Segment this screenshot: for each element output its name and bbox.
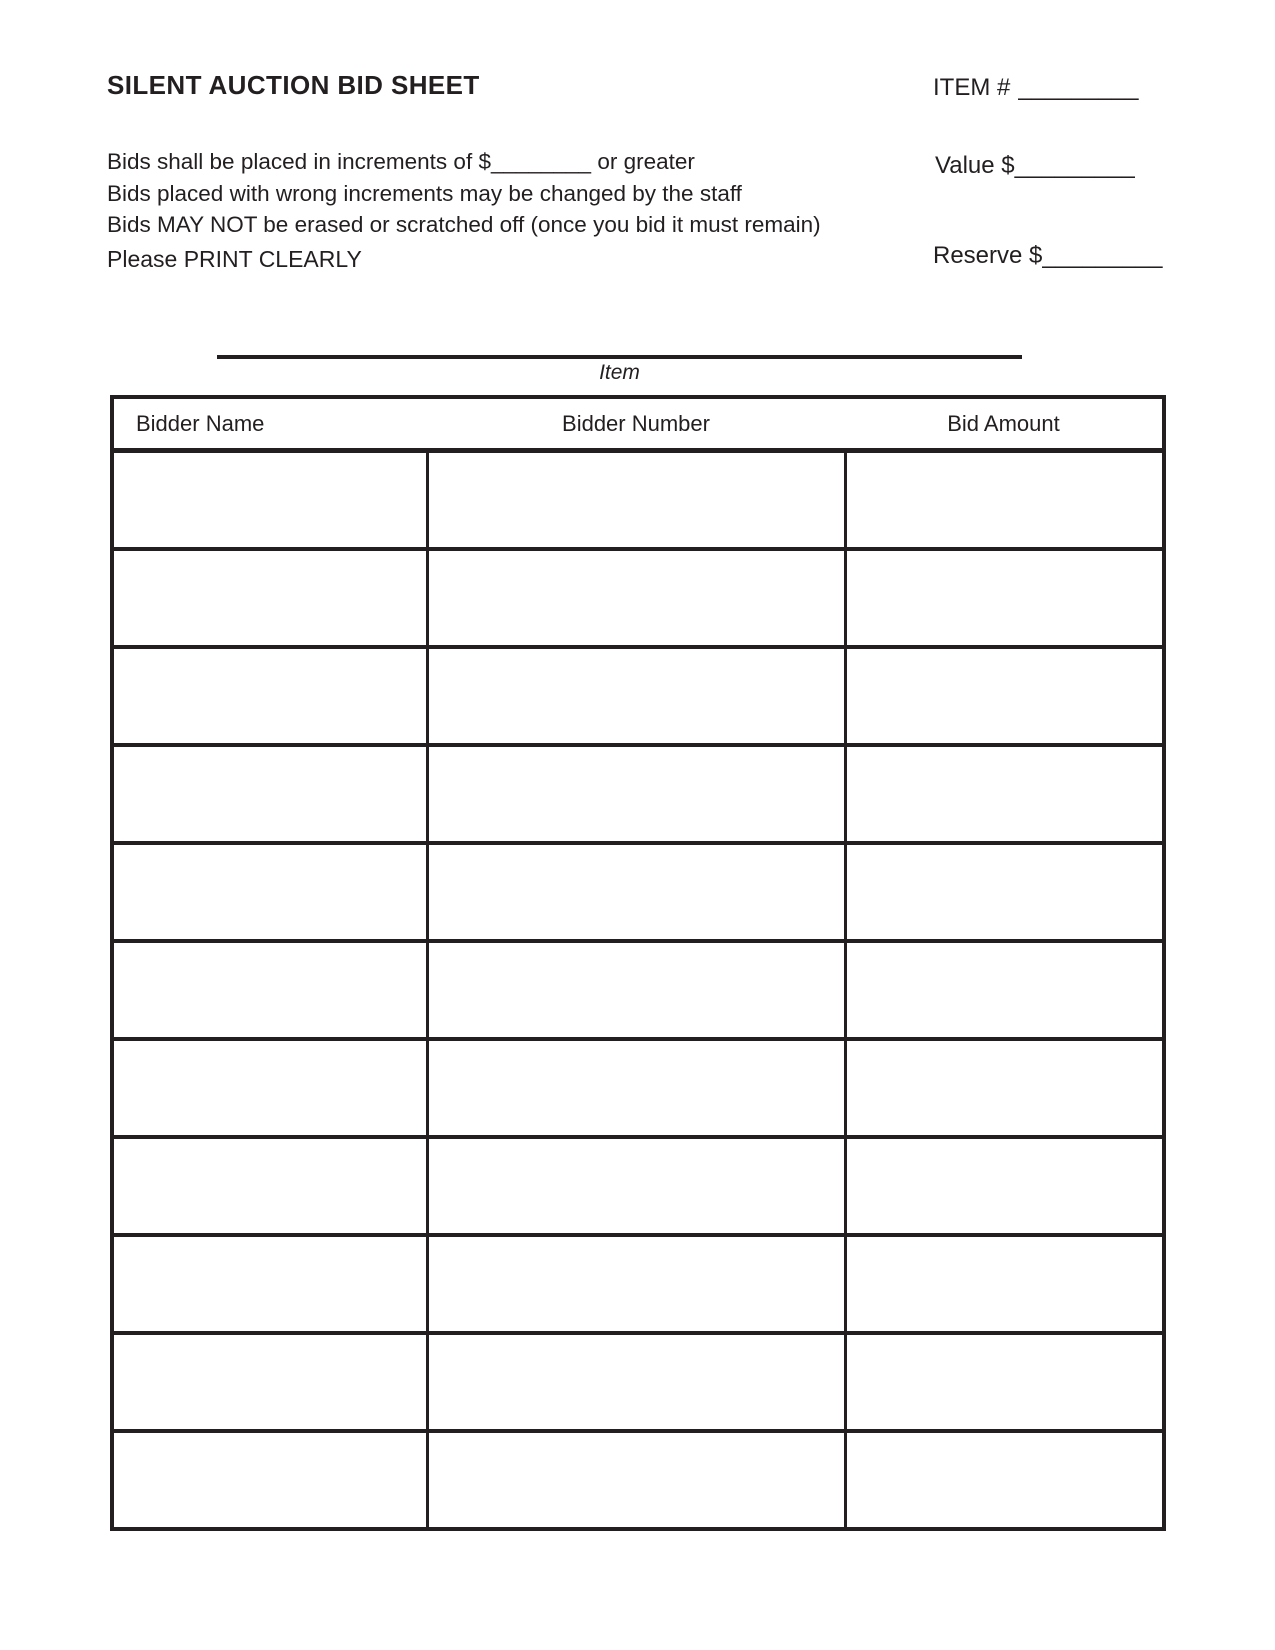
bidder-number-cell	[427, 549, 845, 647]
item-number-field	[933, 74, 1138, 102]
header-bidder-number: Bidder Number	[427, 397, 845, 451]
value-field	[935, 152, 1135, 180]
value-blank: _________	[1014, 152, 1135, 179]
bid-table-body	[112, 451, 1164, 1530]
bid-row	[112, 647, 1164, 745]
bid-amount-cell	[845, 1235, 1164, 1333]
bid-amount-cell	[845, 1431, 1164, 1529]
value-label: Value $	[935, 152, 1015, 179]
bid-row	[112, 1333, 1164, 1431]
bid-amount-cell	[845, 549, 1164, 647]
item-caption: Item	[599, 361, 640, 384]
bidder-number-cell	[427, 1039, 845, 1137]
bidder-name-cell	[112, 647, 427, 745]
bidder-number-cell	[427, 647, 845, 745]
bidder-name-cell	[112, 745, 427, 843]
instructions	[107, 146, 821, 241]
bid-row	[112, 941, 1164, 1039]
bid-row	[112, 745, 1164, 843]
bid-row	[112, 843, 1164, 941]
header-bidder-name: Bidder Name	[112, 397, 427, 451]
bidder-number-cell	[427, 843, 845, 941]
reserve-field	[933, 242, 1163, 270]
bid-row	[112, 451, 1164, 550]
instruction-line-increments: Bids shall be placed in increments of $________ or greater	[107, 149, 695, 174]
item-number-blank: _________	[1018, 74, 1139, 101]
bidder-number-cell	[427, 1137, 845, 1235]
bid-amount-cell	[845, 647, 1164, 745]
bid-amount-cell	[845, 843, 1164, 941]
bid-row	[112, 1431, 1164, 1529]
bidder-name-cell	[112, 451, 427, 550]
instruction-line-no-erase: Bids MAY NOT be erased or scratched off (once you bid it must remain)	[107, 212, 821, 237]
bid-amount-cell	[845, 451, 1164, 550]
bidder-number-cell	[427, 1333, 845, 1431]
print-clearly-note: Please PRINT CLEARLY	[107, 246, 362, 272]
bidder-name-cell	[112, 843, 427, 941]
bidder-number-cell	[427, 745, 845, 843]
bid-row	[112, 1039, 1164, 1137]
bidder-number-cell	[427, 1431, 845, 1529]
bidder-name-cell	[112, 1137, 427, 1235]
item-number-label: ITEM #	[933, 74, 1011, 101]
reserve-blank: _________	[1042, 242, 1163, 269]
reserve-label: Reserve $	[933, 242, 1043, 269]
page-title: SILENT AUCTION BID SHEET	[107, 70, 480, 100]
bidder-number-cell	[427, 451, 845, 550]
bid-row	[112, 1235, 1164, 1333]
bid-amount-cell	[845, 941, 1164, 1039]
bidder-name-cell	[112, 1431, 427, 1529]
bid-amount-cell	[845, 745, 1164, 843]
bidder-name-cell	[112, 941, 427, 1039]
bidder-name-cell	[112, 1235, 427, 1333]
bid-amount-cell	[845, 1333, 1164, 1431]
instruction-line-wrong-increments: Bids placed with wrong increments may be changed by the staff	[107, 180, 742, 206]
bidder-name-cell	[112, 549, 427, 647]
bidder-number-cell	[427, 941, 845, 1039]
bid-row	[112, 549, 1164, 647]
table-header-row	[112, 397, 1164, 451]
header-bid-amount: Bid Amount	[845, 397, 1164, 451]
bid-row	[112, 1137, 1164, 1235]
bid-amount-cell	[845, 1039, 1164, 1137]
bidder-name-cell	[112, 1333, 427, 1431]
bid-amount-cell	[845, 1137, 1164, 1235]
bidder-name-cell	[112, 1039, 427, 1137]
item-name-line	[217, 355, 1022, 359]
bid-table	[110, 395, 1166, 1531]
bidder-number-cell	[427, 1235, 845, 1333]
